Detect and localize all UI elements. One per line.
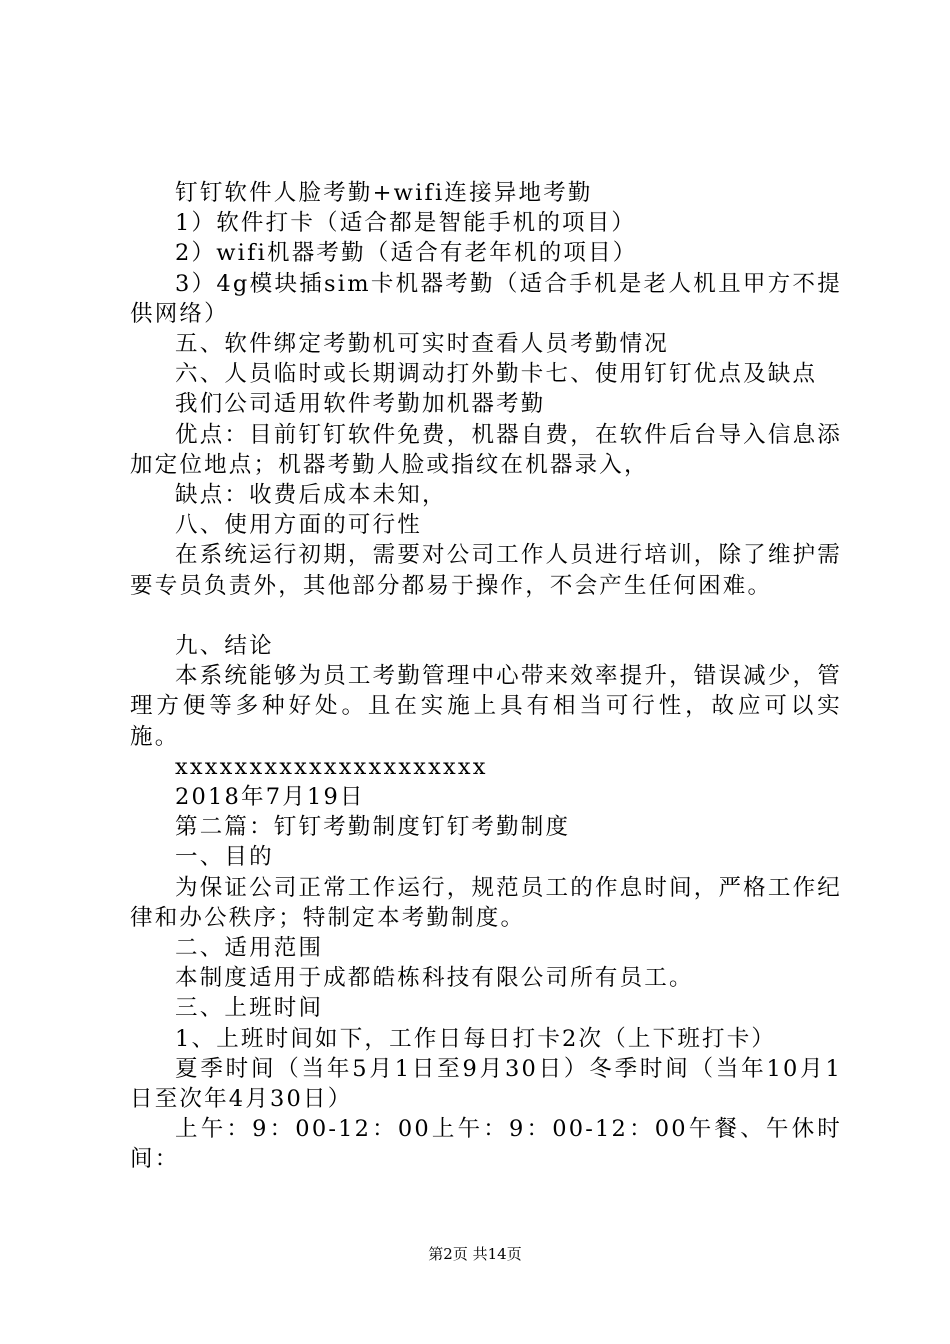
page-footer: [0, 1243, 950, 1264]
paragraph: 2）wifi机器考勤（适合有老年机的项目）: [175, 240, 638, 267]
page-number-label: 第2页 共14页: [428, 1245, 522, 1263]
paragraph: 五、软件绑定考勤机可实时查看人员考勤情况: [175, 331, 670, 358]
paragraph: 本系统能够为员工考勤管理中心带来效率提升，错误减少，管理方便等多种好处。且在实施上具有相当可行性，故应可以实施。: [130, 663, 842, 750]
paragraph: 上午：9：00-12：00上午：9：00-12：00午餐、午休时间：: [130, 1116, 842, 1173]
paragraph: 缺点：收费后成本未知，: [175, 482, 447, 509]
paragraph: xxxxxxxxxxxxxxxxxxxxx: [175, 753, 488, 780]
paragraph: 优点：目前钉钉软件免费，机器自费，在软件后台导入信息添加定位地点；机器考勤人脸或指纹在机器录入，: [130, 421, 842, 478]
paragraph: 二、适用范围: [175, 935, 324, 962]
document-body: [130, 178, 842, 1175]
paragraph: 一、目的: [175, 844, 274, 871]
paragraph: 我们公司适用软件考勤加机器考勤: [175, 391, 546, 418]
paragraph: 2018年7月19日: [175, 784, 365, 811]
paragraph: 1、上班时间如下，工作日每日打卡2次（上下班打卡）: [175, 1025, 777, 1052]
paragraph: 第二篇：钉钉考勤制度钉钉考勤制度: [175, 814, 571, 841]
paragraph: 1）软件打卡（适合都是智能手机的项目）: [175, 210, 637, 237]
paragraph: 本制度适用于成都皓栋科技有限公司所有员工。: [175, 965, 694, 992]
paragraph: 3）4g模块插sim卡机器考勤（适合手机是老人机且甲方不提供网络）: [130, 270, 842, 327]
paragraph: 夏季时间（当年5月1日至9月30日）冬季时间（当年10月1日至次年4月30日）: [130, 1055, 842, 1113]
paragraph: 三、上班时间: [175, 995, 324, 1022]
paragraph: 在系统运行初期，需要对公司工作人员进行培训，除了维护需要专员负责外，其他部分都易于操作，不会产生任何困难。: [130, 542, 842, 599]
blank-line: [130, 601, 842, 631]
paragraph: 六、人员临时或长期调动打外勤卡七、使用钉钉优点及缺点: [175, 361, 818, 388]
paragraph: 钉钉软件人脸考勤+wifi连接异地考勤: [175, 180, 593, 206]
paragraph: 八、使用方面的可行性: [175, 512, 423, 539]
paragraph: 为保证公司正常工作运行，规范员工的作息时间，严格工作纪律和办公秩序；特制定本考勤制度。: [130, 874, 842, 931]
paragraph: 九、结论: [175, 633, 274, 660]
